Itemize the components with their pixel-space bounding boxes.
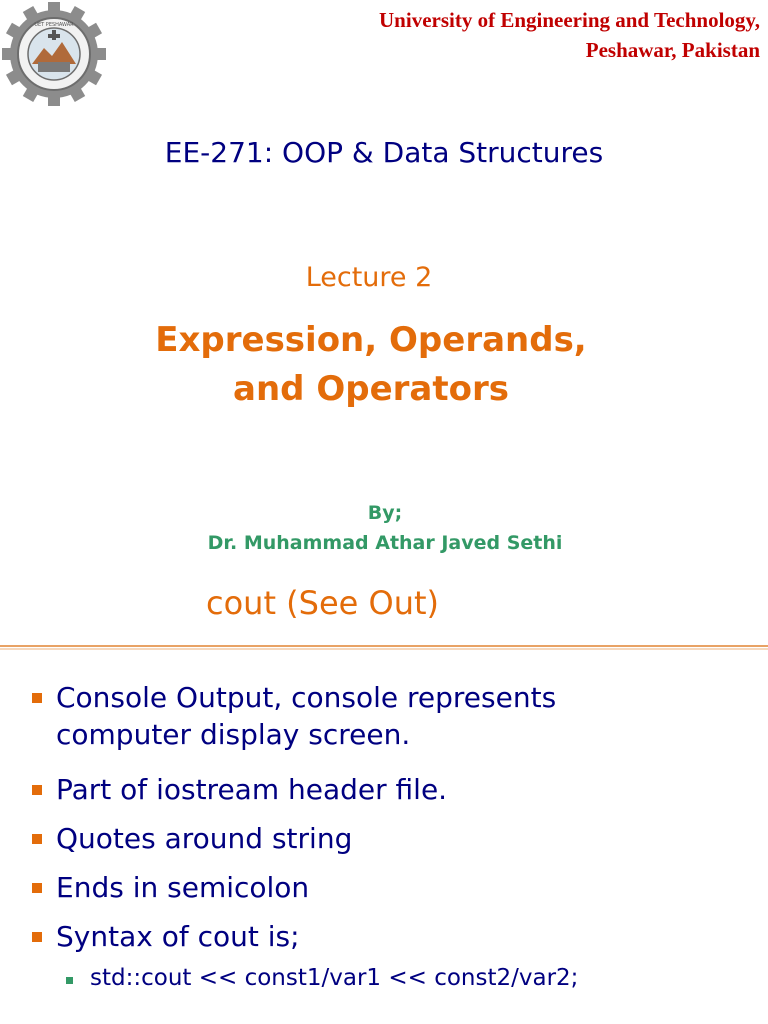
course-title: EE-271: OOP & Data Structures	[164, 136, 604, 169]
square-bullet-icon	[32, 693, 42, 703]
sub-bullet-text: std::cout << const1/var1 << const2/var2;	[90, 965, 579, 991]
bullet-line-1: Console Output, console represents	[56, 681, 557, 714]
by-label: By;	[367, 502, 403, 524]
slide-title: cout (See Out)	[206, 584, 440, 622]
bullet-line-2: computer display screen.	[56, 718, 411, 751]
svg-text:UET PESHAWAR: UET PESHAWAR	[34, 22, 74, 28]
bullet-text: Syntax of cout is;	[56, 920, 300, 953]
university-name-line-2: Peshawar, Pakistan	[585, 38, 760, 62]
bullet-text: Quotes around string	[56, 822, 353, 855]
bullet-text: Part of iostream header file.	[56, 773, 448, 806]
small-square-bullet-icon	[66, 977, 73, 984]
square-bullet-icon	[32, 785, 42, 795]
bullet-text: Ends in semicolon	[56, 871, 310, 904]
lecture-number: Lecture 2	[305, 262, 433, 293]
lecture-title-line-1: Expression, Operands,	[155, 320, 587, 360]
bullet-text	[56, 679, 556, 753]
square-bullet-icon	[32, 883, 42, 893]
square-bullet-icon	[32, 932, 42, 942]
author-name: Dr. Muhammad Athar Javed Sethi	[207, 532, 563, 554]
lecture-title-line-2: and Operators	[233, 369, 509, 409]
university-name-line-1: University of Engineering and Technology,	[379, 8, 760, 32]
square-bullet-icon	[32, 834, 42, 844]
